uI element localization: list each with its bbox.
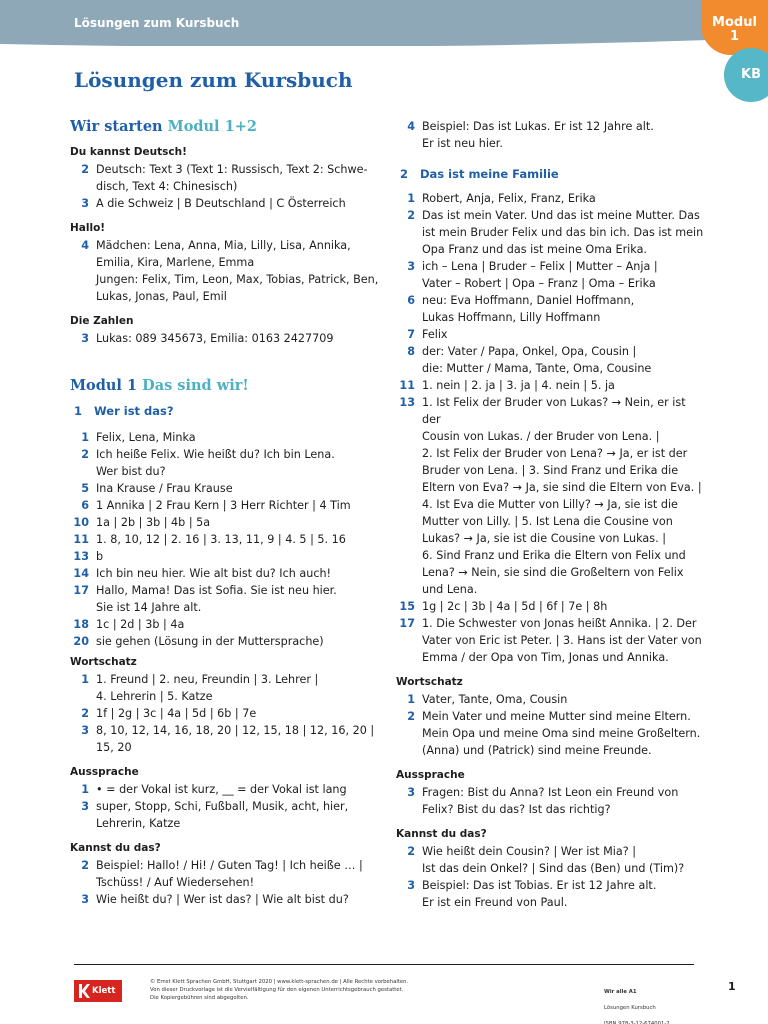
group-heading: Hallo! <box>70 222 106 234</box>
exercise-item <box>70 161 390 195</box>
exercise-item <box>396 877 706 911</box>
exercise-number: 15 <box>399 600 415 613</box>
exercise-item <box>396 598 706 615</box>
left-column <box>70 116 390 908</box>
exercise-number: 1 <box>81 673 89 686</box>
exercise-answer: 1g | 2c | 3b | 4a | 5d | 6f | 7e | 8h <box>422 600 608 613</box>
exercise-answer: A die Schweiz | B Deutschland | C Österreich <box>96 197 346 210</box>
exercise-answer: sie gehen (Lösung in der Muttersprache) <box>96 635 324 648</box>
exercise-item <box>396 292 706 326</box>
exercise-number: 3 <box>81 724 89 737</box>
subsection-number: 1 <box>74 404 83 418</box>
exercise-number: 20 <box>73 635 89 648</box>
exercise-item <box>70 616 390 633</box>
exercise-number: 5 <box>81 482 89 495</box>
exercise-item <box>70 195 390 212</box>
group-heading: Aussprache <box>70 766 139 778</box>
exercise-number: 6 <box>407 294 415 307</box>
exercise-list <box>70 237 390 305</box>
subsection-title <box>396 164 706 184</box>
exercise-item <box>70 582 390 616</box>
exercise-answer: Robert, Anja, Felix, Franz, Erika <box>422 192 596 205</box>
exercise-number: 17 <box>73 584 89 597</box>
exercise-number: 14 <box>73 567 89 580</box>
section-title-part-b: Das sind wir! <box>142 377 249 394</box>
publication-info <box>604 980 670 1024</box>
exercise-answer: Ina Krause / Frau Krause <box>96 482 233 495</box>
group-heading: Wortschatz <box>396 676 463 688</box>
modul-badge <box>701 0 768 55</box>
exercise-answer: Deutsch: Text 3 (Text 1: Russisch, Text 2: Schwe- disch, Text 4: Chinesisch) <box>96 163 368 193</box>
exercise-item <box>70 781 390 798</box>
exercise-answer: Hallo, Mama! Das ist Sofia. Sie ist neu hier. Sie ist 14 Jahre alt. <box>96 584 337 614</box>
header-bar-title: Lösungen zum Kursbuch <box>74 16 240 30</box>
exercise-item <box>70 531 390 548</box>
exercise-answer: Beispiel: Das ist Tobias. Er ist 12 Jahre alt. Er ist ein Freund von Paul. <box>422 879 657 909</box>
right-column <box>396 118 706 911</box>
kb-badge: KB <box>724 48 768 102</box>
exercise-item <box>396 190 706 207</box>
exercise-answer: Felix, Lena, Minka <box>96 431 196 444</box>
subsection-title <box>70 401 390 421</box>
isbn: ISBN 978-3-12-674001-2 <box>604 1021 670 1024</box>
page-title: Lösungen zum Kursbuch <box>74 68 353 92</box>
exercise-answer: • = der Vokal ist kurz, __ = der Vokal ist lang <box>96 783 347 796</box>
group-heading: Aussprache <box>396 769 465 781</box>
exercise-answer: der: Vater / Papa, Onkel, Opa, Cousin | die: Mutter / Mama, Tante, Oma, Cousine <box>422 345 652 375</box>
exercise-item <box>70 671 390 705</box>
exercise-list <box>70 781 390 832</box>
exercise-number: 17 <box>399 617 415 630</box>
exercise-answer: Wie heißt du? | Wer ist das? | Wie alt bist du? <box>96 893 349 906</box>
exercise-answer: 1 Annika | 2 Frau Kern | 3 Herr Richter | 4 Tim <box>96 499 351 512</box>
exercise-answer: Mein Vater und meine Mutter sind meine Eltern. Mein Opa und meine Oma sind meine Großeltern. (Anna) und (Patrick) sind meine Freunde. <box>422 710 701 757</box>
exercise-number: 1 <box>81 783 89 796</box>
exercise-item <box>70 891 390 908</box>
exercise-answer: Beispiel: Hallo! / Hi! / Guten Tag! | Ich heiße … | Tschüss! / Auf Wiedersehen! <box>96 859 363 889</box>
group-heading: Die Zahlen <box>70 315 134 327</box>
modul-badge-number: 1 <box>729 29 740 44</box>
exercise-number: 3 <box>81 893 89 906</box>
exercise-item <box>396 118 706 152</box>
exercise-answer: ich – Lena | Bruder – Felix | Mutter – Anja | Vater – Robert | Opa – Franz | Oma – Erika <box>422 260 658 290</box>
exercise-answer: Mädchen: Lena, Anna, Mia, Lilly, Lisa, Annika, Emilia, Kira, Marlene, Emma Jungen: Felix, Tim, Leon, Max, Tobias, Patrick, Ben, Lukas, Jonas, Paul, Emil <box>96 239 379 303</box>
exercise-number: 3 <box>81 332 89 345</box>
subsection-number: 2 <box>400 167 409 181</box>
section-title-modul-1 <box>70 375 390 397</box>
exercise-item <box>396 843 706 877</box>
exercise-answer: Beispiel: Das ist Lukas. Er ist 12 Jahre alt. Er ist neu hier. <box>422 120 654 150</box>
exercise-number: 7 <box>407 328 415 341</box>
exercise-answer: 1. Die Schwester von Jonas heißt Annika. | 2. Der Vater von Eric ist Peter. | 3. Hans ist der Vater von Emma / der Opa von Tim, Jonas und Annika. <box>422 617 702 664</box>
section-title-part-a: Wir starten <box>70 118 163 135</box>
exercise-number: 10 <box>73 516 89 529</box>
section-title-part-b: Modul 1+2 <box>167 118 257 135</box>
exercise-answer: 1f | 2g | 3c | 4a | 5d | 6b | 7e <box>96 707 257 720</box>
exercise-number: 6 <box>81 499 89 512</box>
exercise-answer: Fragen: Bist du Anna? Ist Leon ein Freund von Felix? Bist du das? Ist das richtig? <box>422 786 679 816</box>
exercise-item <box>70 429 390 446</box>
exercise-list <box>70 857 390 908</box>
book-subtitle: Lösungen Kursbuch <box>604 1005 656 1011</box>
klett-k-icon <box>78 983 90 999</box>
exercise-number: 3 <box>407 879 415 892</box>
exercise-number: 1 <box>81 431 89 444</box>
exercise-answer: Vater, Tante, Oma, Cousin <box>422 693 568 706</box>
exercise-answer: 1c | 2d | 3b | 4a <box>96 618 185 631</box>
exercise-item <box>70 722 390 756</box>
exercise-item <box>396 394 706 598</box>
section-title-wir-starten <box>70 116 390 138</box>
exercise-item <box>70 514 390 531</box>
header-bar <box>0 0 768 46</box>
exercise-answer: 1. Freund | 2. neu, Freundin | 3. Lehrer | 4. Lehrerin | 5. Katze <box>96 673 319 703</box>
exercise-item <box>396 784 706 818</box>
exercise-answer: 1. nein | 2. ja | 3. ja | 4. nein | 5. ja <box>422 379 615 392</box>
modul-badge-label: Modul <box>712 15 757 30</box>
exercise-list <box>70 161 390 212</box>
exercise-list <box>396 190 706 666</box>
exercise-item <box>396 258 706 292</box>
logo-text: Klett <box>92 986 116 996</box>
exercise-number: 2 <box>81 707 89 720</box>
exercise-answer: 1. Ist Felix der Bruder von Lukas? → Nein, er ist der Cousin von Lukas. / der Bruder von Lena. | 2. Ist Felix der Bruder von Lena? → Ja, er ist der Bruder von Lena. | 3. Sind Franz und Erika die Eltern von Eva? → Ja, sie sind die Eltern von Eva. | 4. Ist Eva die Mutter von Lilly? → Ja, sie ist die Mutter von Lilly. | 5. Ist Lena die Cousine von Lukas? → Ja, sie ist die Cousine von Lukas. | 6. Sind Franz und Erika die Eltern von Felix und Lena? → Nein, sie sind die Großeltern von Felix und Lena. <box>422 396 702 596</box>
exercise-list <box>70 671 390 756</box>
exercise-item <box>70 446 390 480</box>
section-title-part-a: Modul 1 <box>70 377 138 394</box>
exercise-number: 3 <box>407 260 415 273</box>
exercise-answer: super, Stopp, Schi, Fußball, Musik, acht, hier, Lehrerin, Katze <box>96 800 349 830</box>
exercise-answer: neu: Eva Hoffmann, Daniel Hoffmann, Lukas Hoffmann, Lilly Hoffmann <box>422 294 635 324</box>
subsection-label: Das ist meine Familie <box>420 167 559 181</box>
exercise-answer: 1a | 2b | 3b | 4b | 5a <box>96 516 211 529</box>
exercise-answer: b <box>96 550 104 563</box>
exercise-list <box>70 429 390 650</box>
exercise-item <box>70 330 390 347</box>
exercise-item <box>70 857 390 891</box>
exercise-number: 11 <box>399 379 415 392</box>
group-heading: Wortschatz <box>70 656 137 668</box>
exercise-number: 2 <box>407 209 415 222</box>
exercise-item <box>70 480 390 497</box>
exercise-list <box>396 784 706 818</box>
exercise-number: 13 <box>399 396 415 409</box>
exercise-answer: Lukas: 089 345673, Emilia: 0163 2427709 <box>96 332 334 345</box>
page-number: 1 <box>728 980 736 993</box>
klett-logo <box>74 980 122 1002</box>
exercise-item <box>396 377 706 394</box>
exercise-item <box>70 548 390 565</box>
exercise-number: 2 <box>81 448 89 461</box>
exercise-number: 13 <box>73 550 89 563</box>
exercise-number: 1 <box>407 693 415 706</box>
footer-divider <box>74 964 694 965</box>
exercise-number: 4 <box>81 239 89 252</box>
exercise-list <box>396 691 706 759</box>
exercise-list <box>396 118 706 152</box>
exercise-number: 3 <box>81 197 89 210</box>
exercise-item <box>70 798 390 832</box>
exercise-answer: Ich heiße Felix. Wie heißt du? Ich bin Lena. Wer bist du? <box>96 448 335 478</box>
exercise-number: 8 <box>407 345 415 358</box>
subsection-label: Wer ist das? <box>94 404 174 418</box>
exercise-number: 3 <box>81 800 89 813</box>
exercise-answer: 8, 10, 12, 14, 16, 18, 20 | 12, 15, 18 | 12, 16, 20 | 15, 20 <box>96 724 375 754</box>
exercise-number: 4 <box>407 120 415 133</box>
exercise-number: 2 <box>81 859 89 872</box>
exercise-answer: Felix <box>422 328 448 341</box>
exercise-number: 2 <box>81 163 89 176</box>
exercise-item <box>396 207 706 258</box>
exercise-number: 18 <box>73 618 89 631</box>
copyright-notice: © Ernst Klett Sprachen GmbH, Stuttgart 2020 | www.klett-sprachen.de | Alle Rechte vorbehalten. Von dieser Druckvorlage ist die Vervielfältigung für den eigenen Unterrichtsgebrauch gestattet. Die Kopiergebühren sind abgegolten. <box>150 979 409 1001</box>
exercise-answer: Ich bin neu hier. Wie alt bist du? Ich auch! <box>96 567 332 580</box>
exercise-item <box>70 565 390 582</box>
exercise-number: 2 <box>407 845 415 858</box>
exercise-list <box>396 843 706 911</box>
exercise-item <box>396 343 706 377</box>
exercise-item <box>396 691 706 708</box>
exercise-number: 1 <box>407 192 415 205</box>
exercise-item <box>70 497 390 514</box>
exercise-list <box>70 330 390 347</box>
group-heading: Kannst du das? <box>396 828 487 840</box>
group-heading: Du kannst Deutsch! <box>70 146 187 158</box>
book-title: Wir alle A1 <box>604 989 637 995</box>
exercise-answer: Wie heißt dein Cousin? | Wer ist Mia? | Ist das dein Onkel? | Sind das (Ben) und (Tim)? <box>422 845 685 875</box>
exercise-item <box>396 708 706 759</box>
exercise-number: 3 <box>407 786 415 799</box>
exercise-number: 2 <box>407 710 415 723</box>
exercise-item <box>70 237 390 305</box>
exercise-number: 11 <box>73 533 89 546</box>
exercise-item <box>70 633 390 650</box>
exercise-item <box>396 326 706 343</box>
exercise-answer: Das ist mein Vater. Und das ist meine Mutter. Das ist mein Bruder Felix und das bin ich. Das ist mein Opa Franz und das ist meine Oma Erika. <box>422 209 704 256</box>
group-heading: Kannst du das? <box>70 842 161 854</box>
exercise-item <box>396 615 706 666</box>
exercise-item <box>70 705 390 722</box>
exercise-answer: 1. 8, 10, 12 | 2. 16 | 3. 13, 11, 9 | 4. 5 | 5. 16 <box>96 533 346 546</box>
